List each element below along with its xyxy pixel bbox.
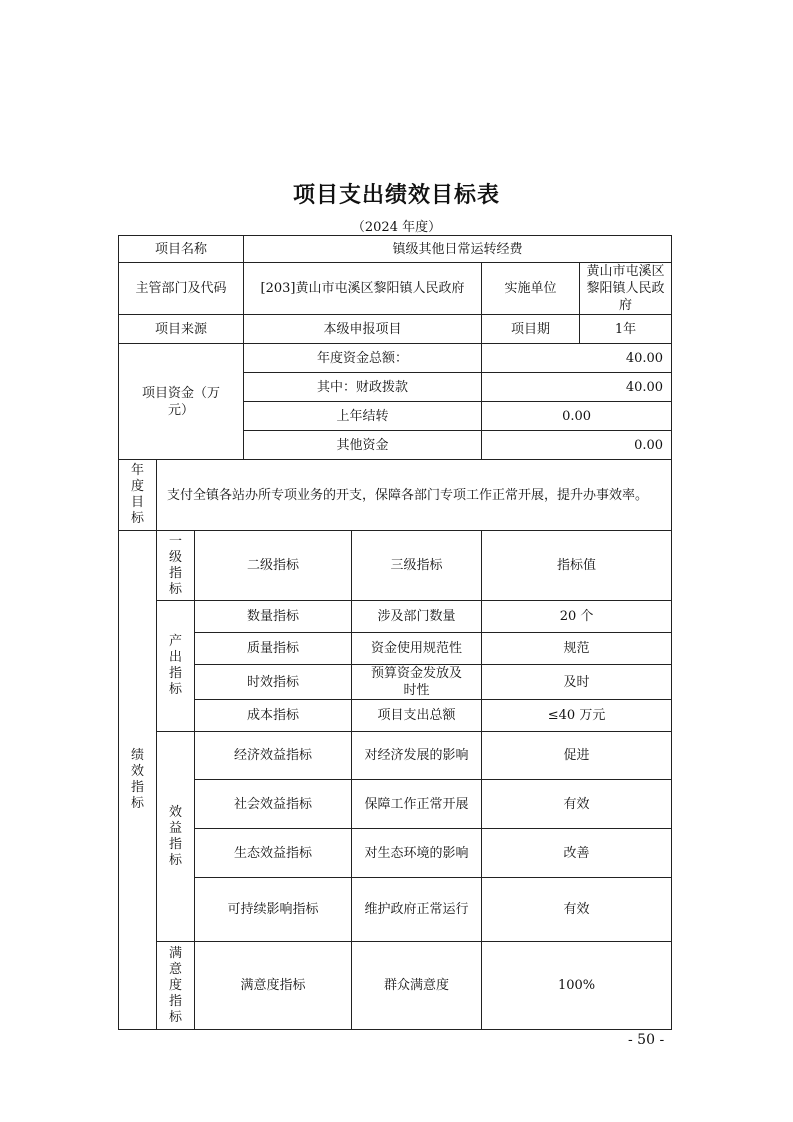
output-l2: 时效指标	[195, 665, 352, 700]
performance-table	[118, 235, 672, 1030]
period-label: 项目期	[482, 315, 580, 344]
unit-value: 黄山市屯溪区黎阳镇人民政府	[580, 263, 672, 315]
project-name-label: 项目名称	[119, 236, 244, 263]
header-value: 指标值	[482, 531, 672, 601]
output-value: ≤40 万元	[482, 700, 672, 732]
funds-fiscal-label: 其中：财政拨款	[244, 373, 482, 402]
satisfaction-value: 100%	[482, 942, 672, 1030]
header-level3: 三级指标	[352, 531, 482, 601]
source-value: 本级申报项目	[244, 315, 482, 344]
output-l3: 涉及部门数量	[352, 601, 482, 633]
output-l3: 预算资金发放及时性	[352, 665, 482, 700]
benefit-l2: 生态效益指标	[195, 829, 352, 878]
satisfaction-label: 满意度指标	[157, 942, 195, 1030]
output-label: 产出指标	[157, 601, 195, 732]
period-value: 1年	[580, 315, 672, 344]
benefit-l3: 维护政府正常运行	[352, 878, 482, 942]
output-l3: 资金使用规范性	[352, 633, 482, 665]
benefit-label: 效益指标	[157, 732, 195, 942]
benefit-l3: 对生态环境的影响	[352, 829, 482, 878]
output-l2: 数量指标	[195, 601, 352, 633]
header-level2: 二级指标	[195, 531, 352, 601]
funds-carryover-value: 0.00	[482, 402, 672, 431]
funds-other-value: 0.00	[482, 431, 672, 460]
header-level1: 一级指标	[157, 531, 195, 601]
benefit-l2: 经济效益指标	[195, 732, 352, 780]
funds-other-label: 其他资金	[244, 431, 482, 460]
output-value: 规范	[482, 633, 672, 665]
benefit-l3: 保障工作正常开展	[352, 780, 482, 829]
funds-total-value: 40.00	[482, 344, 672, 373]
benefit-l2: 社会效益指标	[195, 780, 352, 829]
benefit-l2: 可持续影响指标	[195, 878, 352, 942]
funds-label: 项目资金（万元）	[119, 344, 244, 460]
output-l2: 质量指标	[195, 633, 352, 665]
dept-value: [203]黄山市屯溪区黎阳镇人民政府	[244, 263, 482, 315]
benefit-value: 改善	[482, 829, 672, 878]
page-number: - 50 -	[628, 1032, 665, 1048]
satisfaction-l3: 群众满意度	[352, 942, 482, 1030]
year-subtitle: （2024 年度）	[351, 220, 442, 235]
goal-text: 支付全镇各站办所专项业务的开支，保障各部门专项工作正常开展，提升办事效率。	[157, 460, 672, 531]
source-label: 项目来源	[119, 315, 244, 344]
benefit-value: 有效	[482, 780, 672, 829]
project-name-value: 镇级其他日常运转经费	[244, 236, 672, 263]
funds-total-label: 年度资金总额：	[244, 344, 482, 373]
satisfaction-l2: 满意度指标	[195, 942, 352, 1030]
perf-label: 绩效指标	[119, 531, 157, 1030]
funds-fiscal-value: 40.00	[482, 373, 672, 402]
output-value: 及时	[482, 665, 672, 700]
goal-label: 年度目标	[119, 460, 157, 531]
benefit-l3: 对经济发展的影响	[352, 732, 482, 780]
funds-carryover-label: 上年结转	[244, 402, 482, 431]
unit-label: 实施单位	[482, 263, 580, 315]
dept-label: 主管部门及代码	[119, 263, 244, 315]
output-value: 20 个	[482, 601, 672, 633]
benefit-value: 有效	[482, 878, 672, 942]
output-l3: 项目支出总额	[352, 700, 482, 732]
benefit-value: 促进	[482, 732, 672, 780]
page-title: 项目支出绩效目标表	[292, 183, 500, 208]
output-l2: 成本指标	[195, 700, 352, 732]
